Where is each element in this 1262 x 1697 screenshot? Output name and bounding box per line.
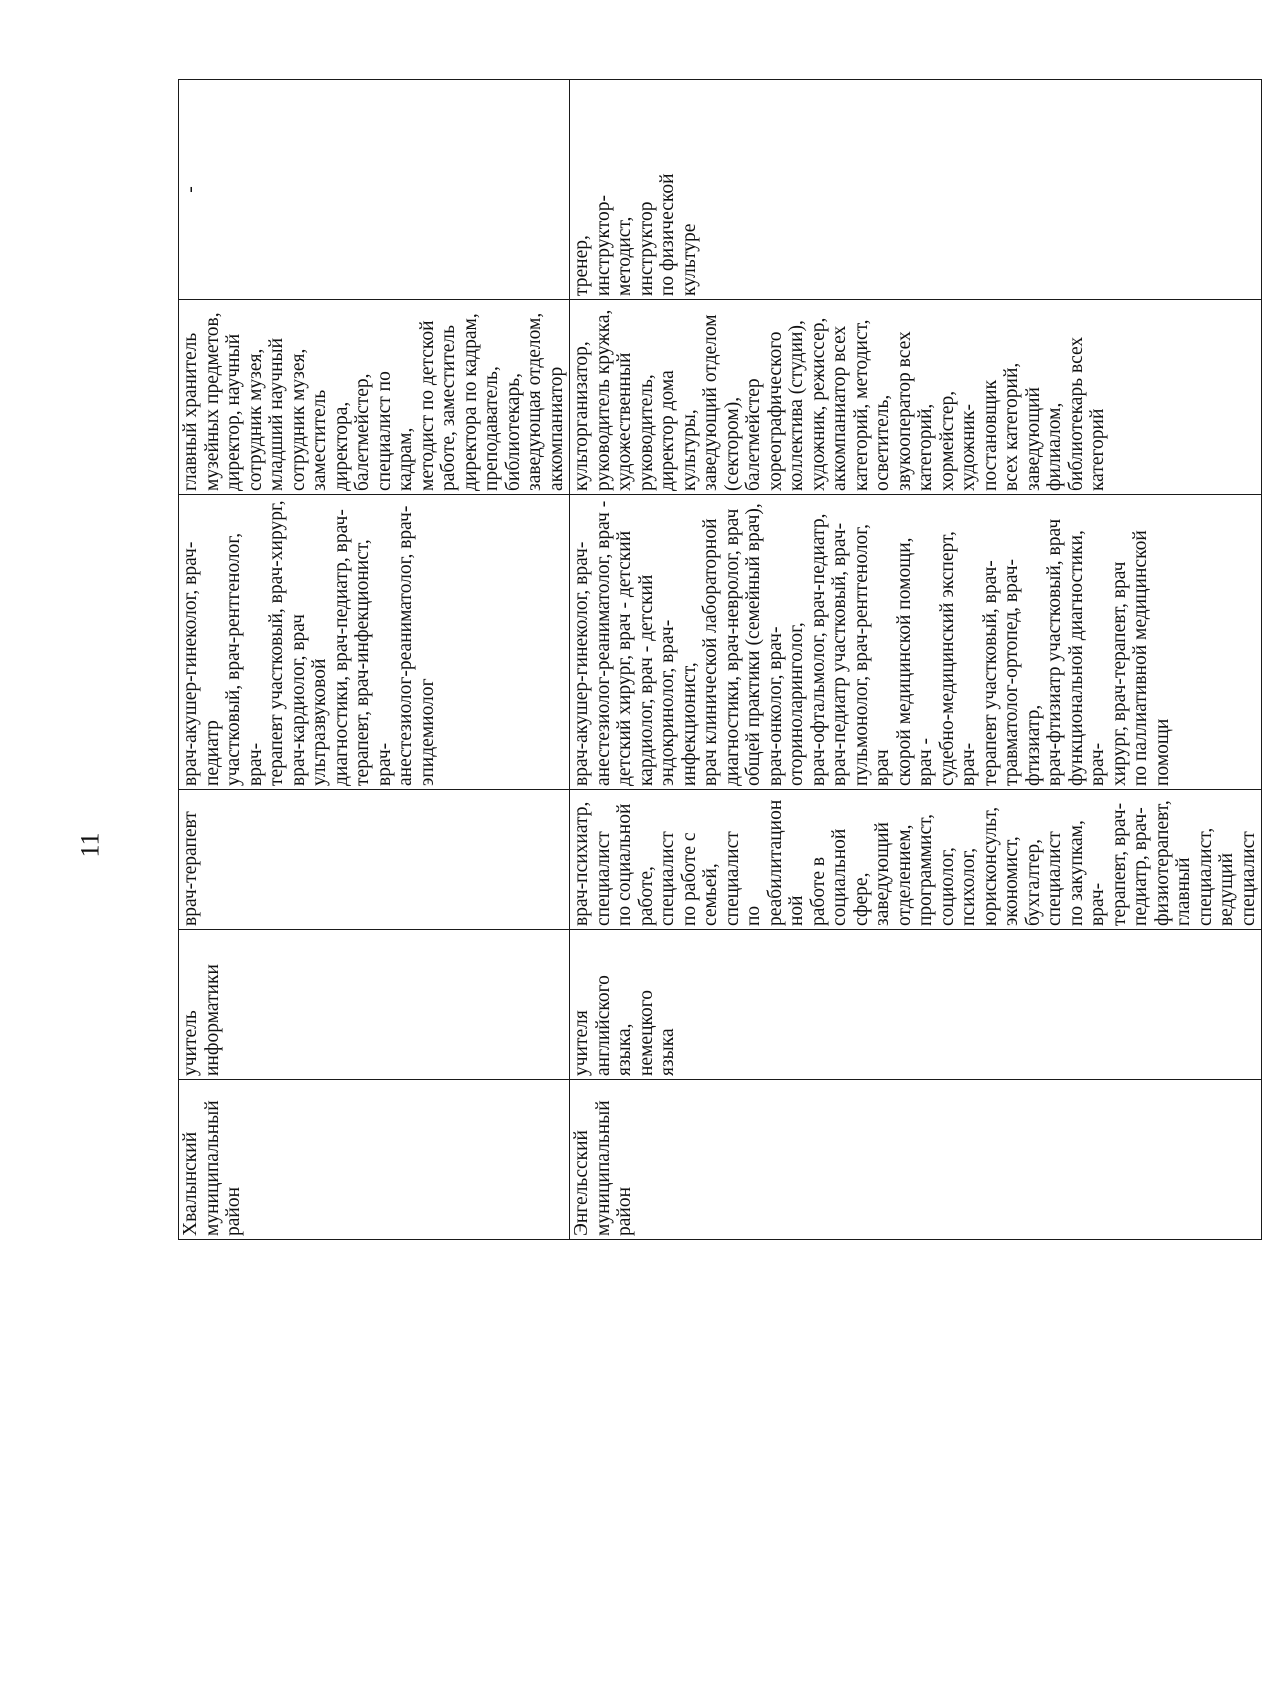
- cell-district: Хвалынский муниципальный район: [179, 1080, 570, 1240]
- cell-teachers: учителя английского языка, немецкого языка: [570, 930, 1262, 1080]
- cell-social: врач-психиатр, специалист по социальной работе, специалист по работе с семьей, специалист по реабилитационной работе в социальной сфере, заведующий отделением, программист, социолог, психолог, юрисконсульт, экономист, бухгалтер, специалист по закупкам, врач- терапевт, врач- педиатр, врач- физиотерапевт, главный специалист, ведущий специалист: [570, 790, 1262, 930]
- cell-health: врач-акушер-гинеколог, врач-педиатр участковый, врач-рентгенолог, врач- терапевт участковый, врач-хирург, врач-кардиолог, врач ультразвуковой диагностики, врач-педиатр, врач- терапевт, врач-инфекционист, врач- анестезиолог-реаниматолог, врач- эпидемиолог: [179, 495, 570, 790]
- cell-sport: -: [179, 80, 570, 300]
- rotated-table-container: [178, 80, 1259, 1240]
- cell-health: врач-акушер-гинеколог, врач- анестезиолог-реаниматолог, врач - детский хирург, врач - детский кардиолог, врач - детский эндокринолог, врач-инфекционист, врач клинической лабораторной диагностики, врач-невролог, врач общей практики (семейный врач), врач-онколог, врач-оториноларинголог, врач-офтальмолог, врач-педиатр, врач-педиатр участковый, врач- пульмонолог, врач-рентгенолог, врач скорой медицинской помощи, врач - судебно-медицинский эксперт, врач- терапевт участковый, врач- травматолог-ортопед, врач-фтизиатр, врач-фтизиатр участковый, врач функциональной диагностики, врач- хирург, врач-терапевт, врач по паллиативной медицинской помощи: [570, 495, 1262, 790]
- table-row: [179, 80, 570, 1240]
- cell-teachers: учитель информатики: [179, 930, 570, 1080]
- cell-sport: тренер, инструктор- методист, инструктор по физической культуре: [570, 80, 1262, 300]
- table-row: [570, 80, 1262, 1240]
- cell-social: врач-терапевт: [179, 790, 570, 930]
- cell-district: Энгельсский муниципальный район: [570, 1080, 1262, 1240]
- cell-culture: главный хранитель музейных предметов, директор, научный сотрудник музея, младший научный сотрудник музея, заместитель директора, балетмейстер, специалист по кадрам, методист по детской работе, заместитель директора по кадрам, преподаватель, библиотекарь, заведующая отделом, аккомпаниатор: [179, 300, 570, 495]
- vacancies-table: [178, 79, 1262, 1240]
- page-number: 11: [75, 832, 105, 858]
- cell-culture: культорганизатор, руководитель кружка, художественный руководитель, директор дома культуры, заведующий отделом (сектором), балетмейстер хореографического коллектива (студии), художник, режиссер, аккомпаниатор всех категорий, методист, осветитель, звукооператор всех категорий, хормейстер, художник-постановщик всех категорий, заведующий филиалом, библиотекарь всех категорий: [570, 300, 1262, 495]
